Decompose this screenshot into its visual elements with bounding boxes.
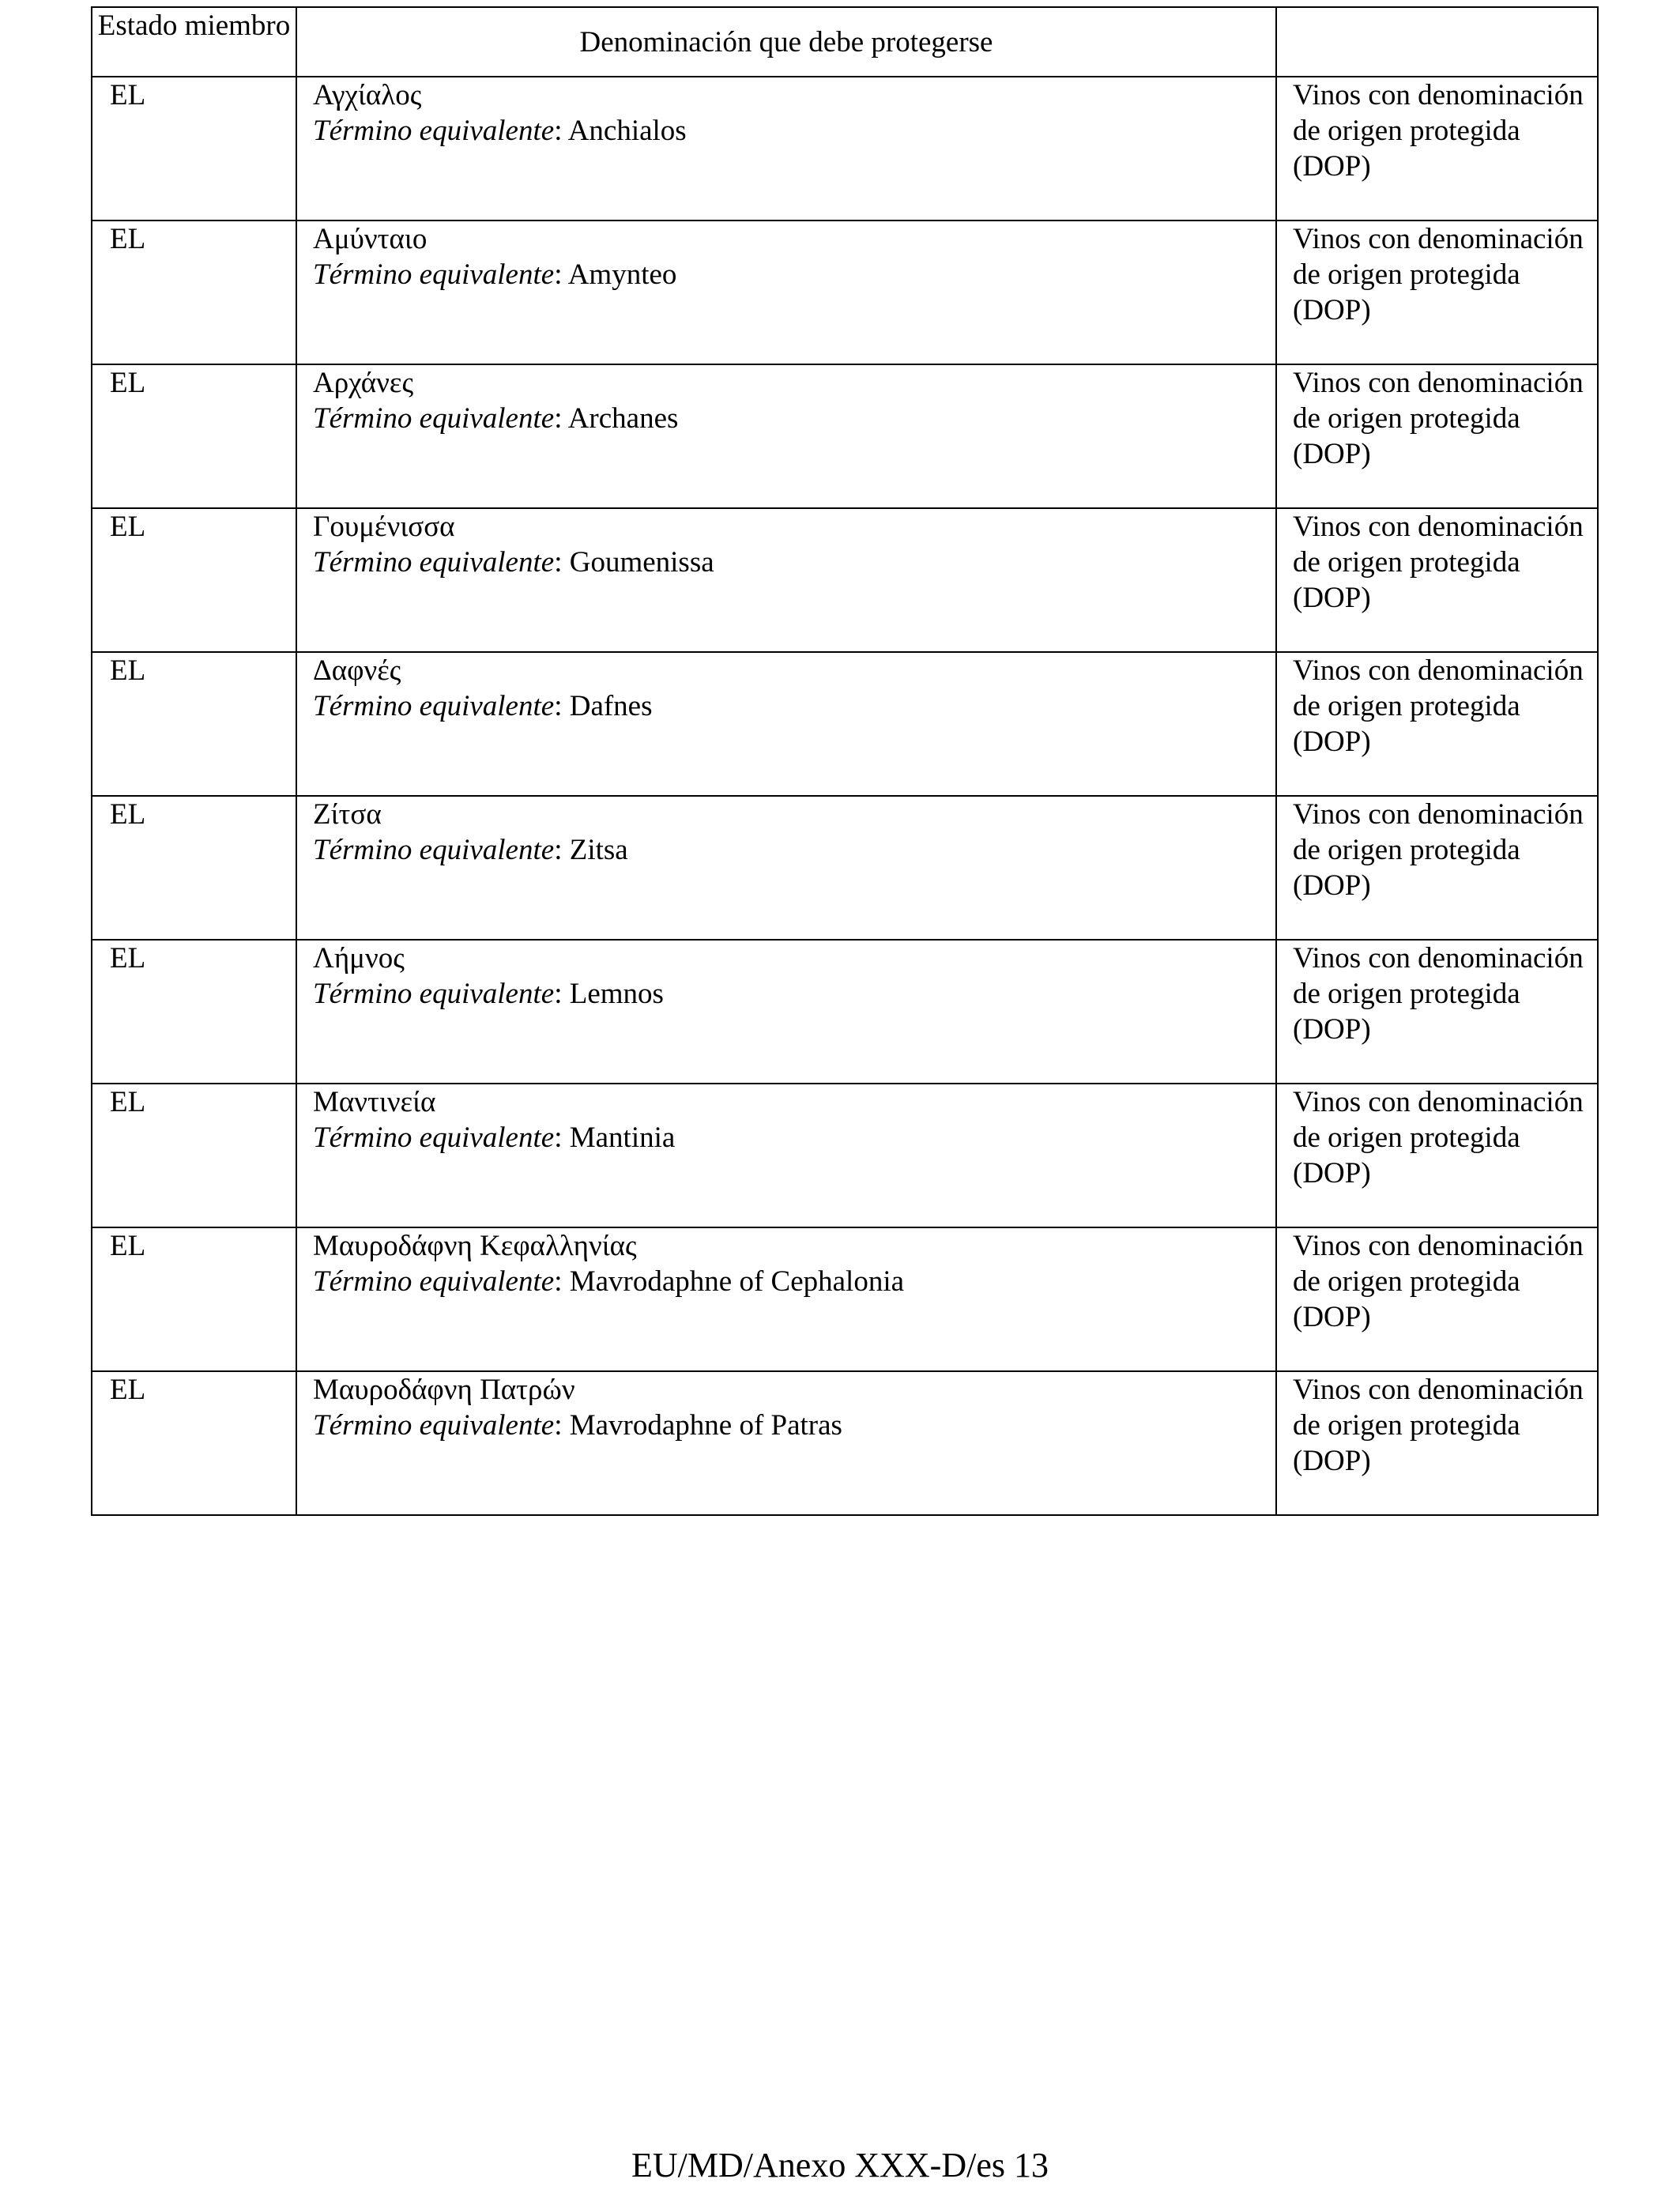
denomination-cell	[296, 1371, 1276, 1515]
denomination-name: Μαντινεία	[313, 1086, 436, 1118]
member-state-cell: EL	[92, 1371, 296, 1515]
equivalent-term-value: Archanes	[567, 402, 679, 435]
equivalent-term: Término equivalente: Dafnes	[313, 690, 653, 722]
category-cell: Vinos con denominación de origen protegida (DOP)	[1276, 940, 1598, 1084]
equivalent-term: Término equivalente: Lemnos	[313, 978, 664, 1010]
denomination-name: Αμύνταιο	[313, 223, 428, 255]
equivalent-term: Término equivalente: Goumenissa	[313, 546, 714, 579]
category-cell: Vinos con denominación de origen protegida (DOP)	[1276, 652, 1598, 796]
denomination-name: Δαφνές	[313, 654, 401, 687]
equivalent-term: Término equivalente: Amynteo	[313, 258, 677, 291]
denomination-name: Αγχίαλος	[313, 79, 422, 111]
denomination-cell	[296, 77, 1276, 221]
table-body	[92, 77, 1598, 1515]
equivalent-term-value: Goumenissa	[569, 546, 714, 579]
member-state-cell: EL	[92, 77, 296, 221]
equivalent-term-label: Término equivalente	[313, 402, 555, 435]
equivalent-term: Término equivalente: Archanes	[313, 402, 679, 435]
equivalent-term-label: Término equivalente	[313, 115, 555, 147]
page-footer-reference: EU/MD/Anexo XXX-D/es 13	[631, 2146, 1049, 2185]
header-category	[1276, 7, 1598, 77]
member-state-cell: EL	[92, 652, 296, 796]
equivalent-term-label: Término equivalente	[313, 1265, 555, 1298]
denomination-name: Γουμένισσα	[313, 511, 455, 543]
denomination-name: Λήμνος	[313, 942, 405, 974]
equivalent-term-label: Término equivalente	[313, 1409, 555, 1442]
member-state-cell: EL	[92, 1227, 296, 1371]
equivalent-term-value: Mavrodaphne of Cephalonia	[569, 1265, 905, 1298]
category-cell: Vinos con denominación de origen protegida (DOP)	[1276, 1227, 1598, 1371]
denomination-name: Μαυροδάφνη Κεφαλληνίας	[313, 1230, 637, 1262]
equivalent-term-value: Zitsa	[569, 834, 628, 866]
table-header-row	[92, 7, 1598, 77]
equivalent-term-label: Término equivalente	[313, 834, 555, 866]
table-row	[92, 796, 1598, 940]
denomination-cell	[296, 221, 1276, 364]
denomination-cell	[296, 364, 1276, 508]
member-state-cell: EL	[92, 221, 296, 364]
equivalent-term: Término equivalente: Mantinia	[313, 1122, 676, 1154]
table-row	[92, 1371, 1598, 1515]
equivalent-term-label: Término equivalente	[313, 546, 555, 579]
denomination-cell	[296, 652, 1276, 796]
category-cell: Vinos con denominación de origen protegida (DOP)	[1276, 221, 1598, 364]
table-row	[92, 1227, 1598, 1371]
table-row	[92, 77, 1598, 221]
equivalent-term-value: Amynteo	[567, 258, 677, 291]
equivalent-term: Término equivalente: Mavrodaphne of Patras	[313, 1409, 842, 1442]
denomination-name: Αρχάνες	[313, 367, 414, 399]
table-row	[92, 652, 1598, 796]
member-state-cell: EL	[92, 1084, 296, 1227]
member-state-cell: EL	[92, 940, 296, 1084]
table-row	[92, 508, 1598, 652]
header-member-state: Estado miembro	[92, 7, 296, 77]
denomination-name: Μαυροδάφνη Πατρών	[313, 1374, 575, 1406]
table-row	[92, 221, 1598, 364]
category-cell: Vinos con denominación de origen protegida (DOP)	[1276, 796, 1598, 940]
member-state-cell: EL	[92, 508, 296, 652]
equivalent-term-label: Término equivalente	[313, 978, 555, 1010]
category-cell: Vinos con denominación de origen protegida (DOP)	[1276, 1371, 1598, 1515]
denominations-table	[91, 6, 1599, 1516]
equivalent-term-label: Término equivalente	[313, 690, 555, 722]
table-row	[92, 1084, 1598, 1227]
equivalent-term-value: Lemnos	[569, 978, 664, 1010]
equivalent-term-label: Término equivalente	[313, 258, 555, 291]
member-state-cell: EL	[92, 364, 296, 508]
equivalent-term: Término equivalente: Zitsa	[313, 834, 628, 866]
table-row	[92, 940, 1598, 1084]
equivalent-term-label: Término equivalente	[313, 1122, 555, 1154]
category-cell: Vinos con denominación de origen protegida (DOP)	[1276, 364, 1598, 508]
category-cell: Vinos con denominación de origen protegida (DOP)	[1276, 1084, 1598, 1227]
category-cell: Vinos con denominación de origen protegida (DOP)	[1276, 77, 1598, 221]
equivalent-term-value: Dafnes	[569, 690, 653, 722]
denomination-cell	[296, 940, 1276, 1084]
equivalent-term-value: Mantinia	[569, 1122, 676, 1154]
denomination-cell	[296, 508, 1276, 652]
member-state-cell: EL	[92, 796, 296, 940]
equivalent-term: Término equivalente: Mavrodaphne of Cephalonia	[313, 1265, 905, 1298]
equivalent-term: Término equivalente: Anchialos	[313, 115, 687, 147]
header-denomination: Denominación que debe protegerse	[296, 7, 1276, 77]
denomination-cell	[296, 1084, 1276, 1227]
equivalent-term-value: Anchialos	[567, 115, 687, 147]
denomination-cell	[296, 796, 1276, 940]
table-row	[92, 364, 1598, 508]
denomination-name: Ζίτσα	[313, 798, 382, 831]
category-cell: Vinos con denominación de origen protegida (DOP)	[1276, 508, 1598, 652]
denomination-cell	[296, 1227, 1276, 1371]
equivalent-term-value: Mavrodaphne of Patras	[569, 1409, 842, 1442]
